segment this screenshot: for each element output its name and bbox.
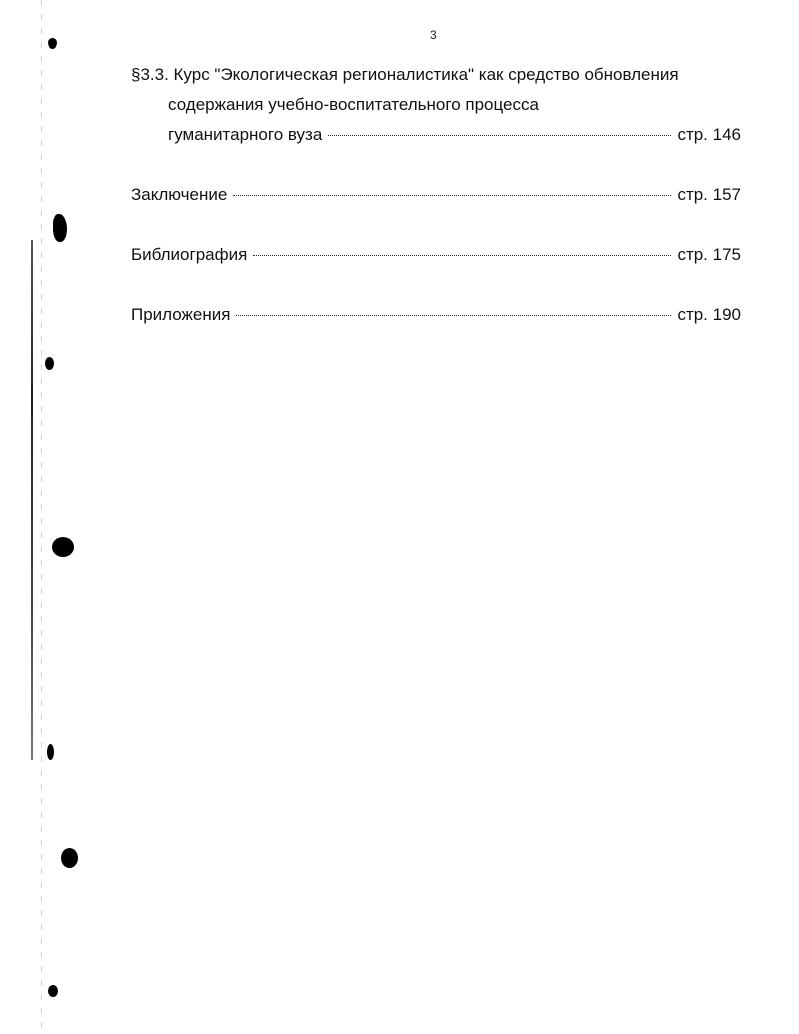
binding-line (31, 240, 33, 760)
spacer (131, 270, 741, 300)
toc-entry-bibliography[interactable] (131, 240, 741, 270)
toc-entry-section-3-3-line2 (131, 90, 741, 120)
spacer (131, 210, 741, 240)
punch-mark-3 (45, 357, 54, 370)
toc-entry-title: Заключение (131, 185, 228, 204)
toc-entry-conclusion[interactable] (131, 180, 741, 210)
spacer (131, 150, 741, 180)
toc-entry-page: стр. 146 (677, 125, 741, 144)
punch-mark-6 (61, 848, 78, 868)
punch-mark-5 (47, 744, 54, 760)
punch-mark-4 (52, 537, 74, 557)
toc-entry-title: §3.3. Курс "Экологическая регионалистика" как средство обновления (131, 65, 679, 84)
binding-shadow (41, 0, 42, 1034)
toc-entry-title: Библиография (131, 245, 248, 264)
toc-entry-title: содержания учебно-воспитательного процесса (168, 95, 539, 114)
dot-leader (328, 135, 671, 136)
toc-entry-page: стр. 190 (677, 305, 741, 324)
punch-mark-2 (53, 214, 67, 242)
page-number: 3 (430, 28, 437, 42)
toc-entry-page: стр. 157 (677, 185, 741, 204)
dot-leader (236, 315, 671, 316)
toc-entry-section-3-3[interactable] (131, 120, 741, 150)
toc-entry-title: гуманитарного вуза (168, 125, 323, 144)
toc-entry-title: Приложения (131, 305, 231, 324)
dot-leader (253, 255, 671, 256)
punch-mark-7 (48, 985, 58, 997)
toc-entry-appendices[interactable] (131, 300, 741, 330)
dot-leader (233, 195, 671, 196)
table-of-contents (131, 60, 741, 330)
toc-entry-page: стр. 175 (677, 245, 741, 264)
toc-entry-section-3-3-line1 (131, 60, 741, 90)
punch-mark-1 (48, 38, 57, 49)
